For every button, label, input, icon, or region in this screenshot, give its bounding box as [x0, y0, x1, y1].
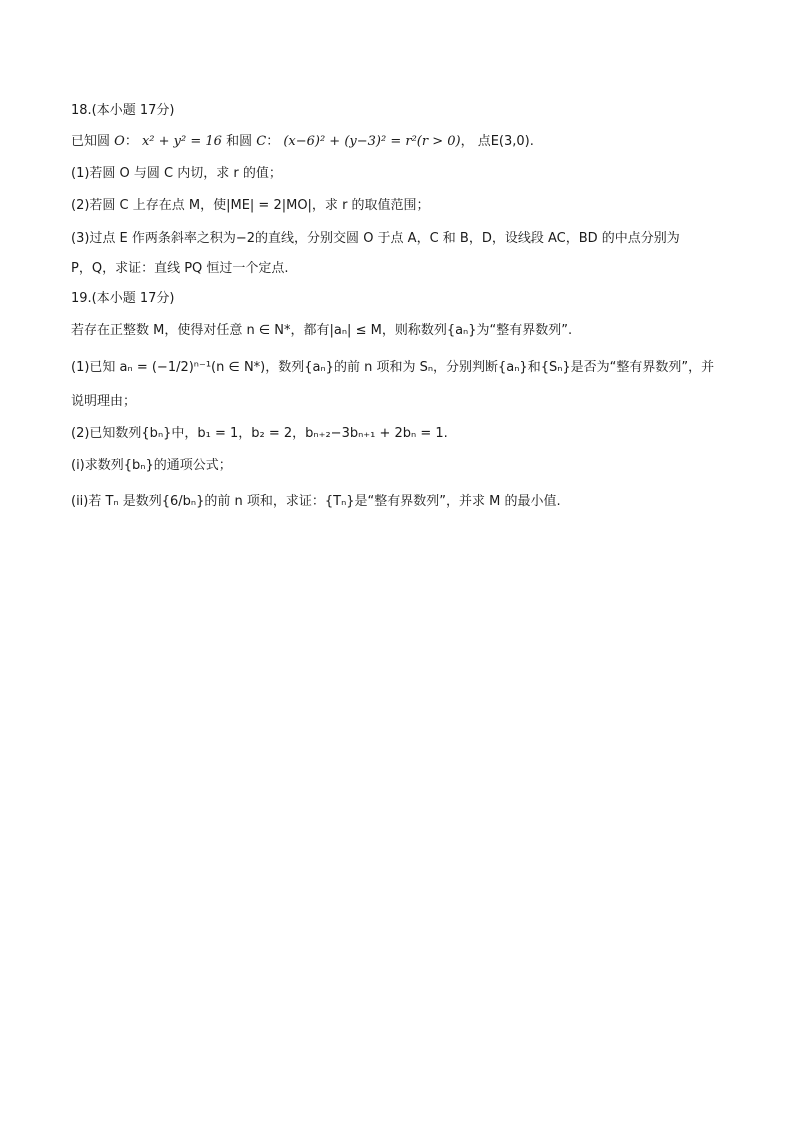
problem-18-part-2: (2)若圆 C 上存在点 M，使|ME| = 2|MO|，求 r 的取值范围；	[71, 198, 430, 213]
problem-18-part-1: (1)若圆 O 与圆 C 内切，求 r 的值；	[71, 166, 282, 181]
circle-o-equation: x² + y² = 16	[141, 134, 222, 149]
problem-18-part-3-line-2: P，Q，求证：直线 PQ 恒过一个定点.	[71, 261, 289, 276]
problem-19-part-1-line-2: 说明理由；	[71, 394, 137, 409]
problem-19-part-2-i: (i)求数列{bₙ}的通项公式；	[71, 458, 232, 473]
stem-prefix: 已知圆	[71, 134, 111, 149]
circle-c-equation: (x−6)² + (y−3)² = r²(r > 0)	[283, 134, 461, 149]
problem-19-header: 19.(本小题 17分)	[71, 291, 175, 306]
circle-c-name: C	[256, 134, 267, 149]
problem-19-part-2: (2)已知数列{bₙ}中，b₁ = 1，b₂ = 2，bₙ₊₂−3bₙ₊₁ + 2bₙ = 1.	[71, 426, 448, 441]
problem-18-stem: 已知圆 O： x² + y² = 16 和圆 C： (x−6)² + (y−3)² = r²(r > 0)， 点E(3,0).	[71, 134, 534, 149]
and-circle-text: 和圆	[226, 134, 253, 149]
point-e: 点E(3,0).	[477, 134, 534, 149]
problem-19-part-1-line-1: (1)已知 aₙ = (−1/2)ⁿ⁻¹(n ∈ N*)，数列{aₙ}的前 n 项和为 Sₙ，分别判断{aₙ}和{Sₙ}是否为“整有界数列”，并	[71, 360, 715, 375]
problem-18-part-3-line-1: (3)过点 E 作两条斜率之积为−2的直线，分别交圆 O 于点 A，C 和 B，D，设线段 AC，BD 的中点分别为	[71, 231, 680, 246]
problem-19-part-2-ii: (ii)若 Tₙ 是数列{6/bₙ}的前 n 项和，求证：{Tₙ}是“整有界数列”，并求 M 的最小值.	[71, 494, 561, 509]
problem-19-definition: 若存在正整数 M，使得对任意 n ∈ N*，都有|aₙ| ≤ M，则称数列{aₙ}为“整有界数列”.	[71, 323, 573, 338]
problem-18-header: 18.(本小题 17分)	[71, 103, 175, 118]
circle-o-name: O	[114, 134, 125, 149]
